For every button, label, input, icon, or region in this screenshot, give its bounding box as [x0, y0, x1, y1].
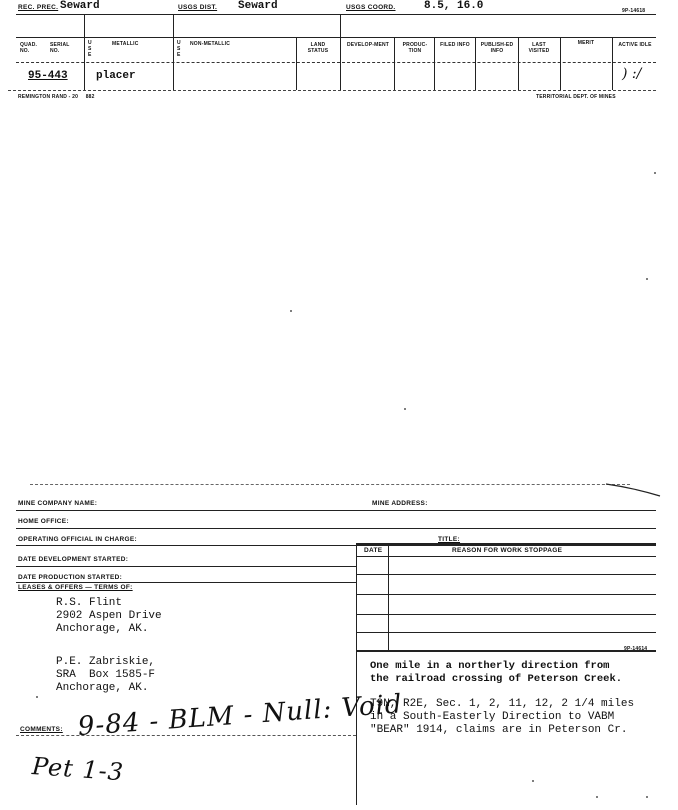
col-serial: SERIAL NO.: [50, 42, 70, 54]
leases-offers-label: LEASES & OFFERS — TERMS OF:: [18, 584, 133, 591]
handwritten-note: 9-84 - BLM - Null: Void: [76, 689, 404, 742]
col-divider: [560, 38, 561, 90]
date-dev-started-label: DATE DEVELOPMENT STARTED:: [18, 556, 129, 563]
col-divider: [173, 14, 174, 90]
printer-credit-text: REMINGTON RAND - 20: [18, 94, 79, 100]
stoppage-rule: [356, 632, 656, 633]
stoppage-rule-bottom: [356, 650, 656, 652]
col-divider: [296, 38, 297, 90]
location-description: One mile in a northerly direction from the railroad crossing of Peterson Creek.: [370, 660, 623, 685]
usgs-dist-label: USGS DIST.: [178, 4, 218, 11]
scan-speck: [290, 310, 292, 312]
usgs-coord-value: 8.5, 16.0: [424, 0, 484, 12]
col-merit: MERIT: [577, 40, 595, 46]
col-metallic: METALLIC: [112, 41, 139, 47]
row-rule: [16, 545, 656, 546]
header-rule-top: [16, 14, 656, 15]
col-use-metallic: U S E: [88, 40, 92, 58]
lower-rule-dashed: [30, 484, 630, 485]
home-office-label: HOME OFFICE:: [18, 518, 69, 525]
col-divider: [612, 38, 613, 90]
entry-metallic: placer: [96, 70, 136, 82]
stoppage-date-header: DATE: [364, 547, 383, 554]
col-filed-info: FILED INFO: [440, 42, 470, 48]
col-use-nonmetallic: U S E: [177, 40, 181, 58]
col-divider: [475, 38, 476, 90]
col-divider: [340, 14, 341, 90]
center-divider: [356, 543, 357, 805]
scan-speck: [646, 278, 648, 280]
col-development: DEVELOP-MENT: [346, 42, 390, 48]
comments-rule: [16, 735, 356, 736]
scan-speck: [596, 796, 598, 798]
mine-address-label: MINE ADDRESS:: [372, 500, 428, 507]
col-quad: QUAD. NO.: [20, 42, 38, 54]
form-number-right: 9P-14614: [624, 646, 648, 652]
row-rule: [16, 528, 656, 529]
col-divider: [434, 38, 435, 90]
comments-label: COMMENTS:: [20, 726, 63, 733]
entry-active-idle-mark: ) :/: [622, 66, 642, 82]
row-rule: [16, 510, 656, 511]
col-nonmetallic: NON-METALLIC: [190, 41, 231, 47]
col-divider: [518, 38, 519, 90]
stoppage-rule: [356, 614, 656, 615]
entry-serial: 95-443: [28, 70, 68, 82]
scan-speck: [404, 408, 406, 410]
date-prod-started-label: DATE PRODUCTION STARTED:: [18, 574, 123, 581]
col-last-visited: LAST VISITED: [528, 42, 550, 54]
row-rule: [16, 582, 356, 583]
stoppage-rule: [356, 556, 656, 557]
col-production: PRODUC-TION: [402, 42, 428, 54]
department-credit: TERRITORIAL DEPT. OF MINES: [536, 94, 616, 100]
rec-prec-label: REC. PREC.: [18, 4, 59, 11]
form-number: 9P-14618: [622, 8, 646, 14]
col-published-info: PUBLISH-ED INFO: [480, 42, 514, 54]
stoppage-date-divider: [388, 543, 389, 650]
printer-credit-code: 882: [85, 94, 95, 100]
col-land-status: LAND STATUS: [307, 42, 329, 54]
scan-speck: [646, 796, 648, 798]
usgs-dist-value: Seward: [238, 0, 278, 12]
lease-owner-1: R.S. Flint 2902 Aspen Drive Anchorage, AK.: [56, 597, 162, 635]
col-quad-serial: [20, 42, 82, 54]
handwritten-reference: Pet 1-3: [31, 752, 125, 787]
rec-prec-value: Seward: [60, 0, 100, 12]
lease-owner-2: P.E. Zabriskie, SRA Box 1585-F Anchorage, AK.: [56, 656, 156, 694]
stoppage-rule-top: [356, 543, 656, 545]
row-rule: [16, 566, 356, 567]
scan-speck: [532, 780, 534, 782]
stoppage-reason-header: REASON FOR WORK STOPPAGE: [452, 547, 563, 554]
col-divider: [394, 38, 395, 90]
corner-stroke: [604, 478, 664, 500]
usgs-coord-label: USGS COORD.: [346, 4, 396, 11]
operating-official-label: OPERATING OFFICIAL IN CHARGE:: [18, 536, 137, 543]
printer-credit: [18, 94, 95, 100]
scan-speck: [36, 696, 38, 698]
stoppage-rule: [356, 574, 656, 575]
title-label: TITLE:: [438, 536, 461, 543]
legal-description: T9N, R2E, Sec. 1, 2, 11, 12, 2 1/4 miles in a South-Easterly Direction to VABM "BEAR" 1914, claims are in Peterson Cr.: [370, 698, 635, 736]
stoppage-rule: [356, 594, 656, 595]
header-rule-bottom: [8, 90, 656, 91]
col-divider: [84, 14, 85, 90]
col-active-idle: ACTIVE IDLE: [618, 42, 652, 48]
mine-company-name-label: MINE COMPANY NAME:: [18, 500, 98, 507]
scan-speck: [654, 172, 656, 174]
